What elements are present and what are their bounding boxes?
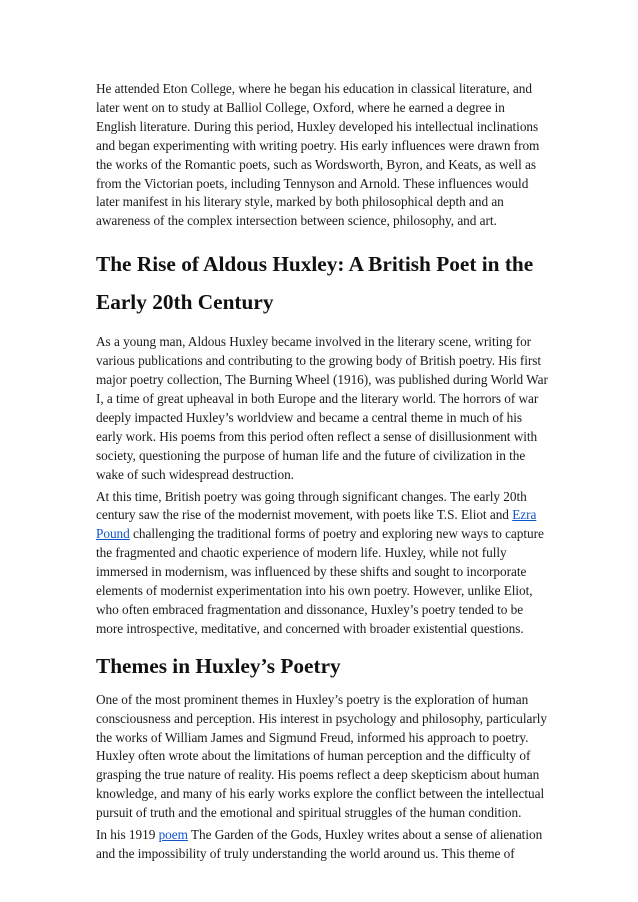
rise-paragraph-1: As a young man, Aldous Huxley became involved in the literary scene, writing for various publications and contributing to the growing body of British poetry. His first major poetry collection, The Burning Wheel (1916), was published during World War I, a time of great upheaval in both Europe and the literary world. The horrors of war deeply impacted Huxley’s worldview and became a central theme in much of his early work. His poems from this period often reflect a sense of disillusionment with society, questioning the purpose of human life and the future of civilization in the wake of such widespread destruction.: [96, 334, 548, 482]
intro-paragraph: He attended Eton College, where he began his education in classical literature, and later went on to study at Balliol College, Oxford, where he earned a degree in English literature. During this period, Huxley developed his intellectual inclinations and began experimenting with writing poetry. His early influences were drawn from the works of the Romantic poets, such as Wordsworth, Byron, and Keats, as well as from the Victorian poets, including Tennyson and Arnold. These influences would later manifest in his literary style, marked by both philosophical depth and an awareness of the complex intersection between science, philosophy, and art.: [96, 81, 540, 229]
rise-paragraph-2: [96, 488, 548, 639]
rise-paragraph-2-text-b: challenging the traditional forms of poetry and exploring new ways to capture the fragmented and chaotic experience of modern life. Huxley, while not fully immersed in modernism, was influenced by these shifts and sought to incorporate elements of modernist experimentation into his own poetry. However, unlike Eliot, who often embraced fragmentation and dissonance, Huxley’s poetry tended to be more introspective, meditative, and concerned with broader existential questions.: [96, 526, 544, 636]
themes-paragraph-2-text-a: In his 1919: [96, 827, 159, 843]
themes-paragraph-2: [96, 826, 548, 864]
themes-paragraph-1: One of the most prominent themes in Huxley’s poetry is the exploration of human consciousness and perception. His interest in psychology and philosophy, particularly the works of William James and Sigmund Freud, informed his approach to poetry. Huxley often wrote about the limitations of human perception and the difficulty of grasping the true nature of reality. His poems reflect a deep skepticism about human knowledge, and many of his early works explore the conflict between the intellectual pursuit of truth and the emotional and spiritual struggles of the human condition.: [96, 691, 547, 821]
rise-paragraph-2-text-a: At this time, British poetry was going through significant changes. The early 20th century saw the rise of the modernist movement, with poets like T.S. Eliot and: [96, 488, 527, 523]
document-page: [96, 80, 548, 867]
ezra-pound-link[interactable]: Ezra Pound: [96, 507, 537, 542]
section-heading-rise: The Rise of Aldous Huxley: A British Poet in the Early 20th Century: [96, 252, 534, 315]
poem-link[interactable]: poem: [158, 827, 188, 843]
section-heading-themes: Themes in Huxley’s Poetry: [96, 653, 341, 678]
themes-paragraph-2-text-b: The Garden of the Gods, Huxley writes about a sense of alienation and the impossibility of truly understanding the world around us. This theme of: [96, 827, 543, 861]
